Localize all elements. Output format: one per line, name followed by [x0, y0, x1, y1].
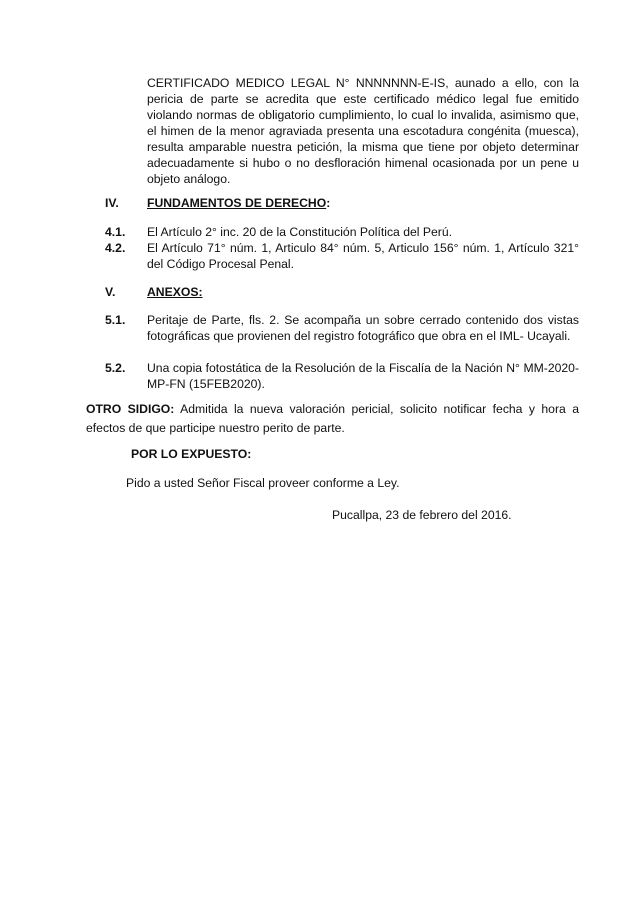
section-title-suffix: : [326, 196, 331, 210]
intro-paragraph: CERTIFICADO MEDICO LEGAL N° NNNNNNN-E-IS, aunado a ello, con la pericia de parte se acredita que este certificado médico legal fue emitido violando normas de obligatorio cumplimiento, lo cual lo invalida, asimismo que, el himen de la menor agraviada presenta una escotadura congénita (muesca), resulta amparable nuestra petición, la misma que tiene por objeto determinar adecuadamente si hubo o no desfloración himenal ocasionada por un pene u objeto análogo. [147, 76, 579, 186]
item-text: Peritaje de Parte, fls. 2. Se acompaña un sobre cerrado contenido dos vistas fotográficas que provienen del registro fotográfico que obra en el IML- Ucayali. [147, 313, 579, 343]
item-text: El Artículo 2° inc. 20 de la Constitución Política del Perú. [147, 225, 452, 239]
otro-sidigo-paragraph [86, 400, 579, 438]
section-title: ANEXOS: [147, 285, 203, 299]
item-text: Una copia fotostática de la Resolución de la Fiscalía de la Nación N° MM-2020-MP-FN (15FEB2020). [147, 361, 579, 391]
otro-sidigo-text: Admitida la nueva valoración pericial, solicito notificar fecha y hora a efectos de que participe nuestro perito de parte. [86, 402, 579, 435]
section-title: FUNDAMENTOS DE DERECHO [147, 196, 327, 210]
item-number: 4.1. [105, 225, 126, 239]
item-text: El Artículo 71° núm. 1, Articulo 84° núm. 5, Articulo 156° núm. 1, Artículo 321° del Código Procesal Penal. [147, 241, 579, 271]
item-number: 4.2. [105, 241, 126, 255]
item-number: 5.1. [105, 313, 126, 327]
petition-text: Pido a usted Señor Fiscal proveer conforme a Ley. [126, 476, 400, 490]
item-number: 5.2. [105, 361, 126, 375]
por-lo-expuesto-heading: POR LO EXPUESTO: [131, 447, 252, 461]
otro-sidigo-label: OTRO SIDIGO: [86, 402, 175, 416]
section-number: IV. [105, 196, 119, 210]
date-line: Pucallpa, 23 de febrero del 2016. [332, 508, 512, 522]
section-number: V. [105, 285, 116, 299]
